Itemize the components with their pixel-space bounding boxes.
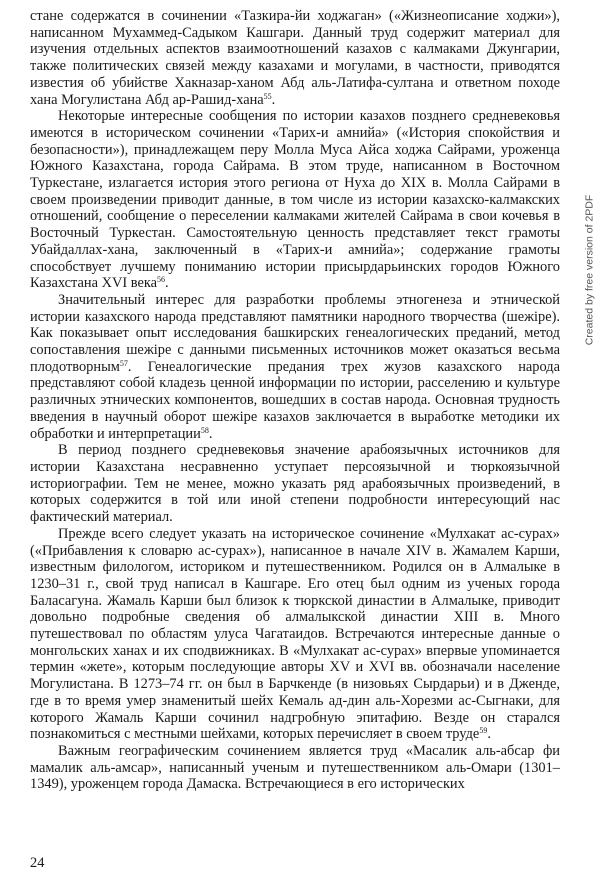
paragraph-3 bbox=[30, 292, 560, 442]
paragraph-text: стане содержатся в сочинении «Тазкира-йи ходжаган» («Жизнеописание ходжи»), написанном Мухаммед-Садыком Кашгари. Данный труд содержит материал для изучения отдельных аспектов взаимоотношений казахов с калмаками Джунгарии, также политических связей между казахами и могулами, в частности, приводятся известия об убийстве Хакназар-ханом Абд аль-Латифа-султана и ответном походе хана Могулистана Абд ар-Рашид-хана bbox=[30, 8, 560, 108]
paragraph-2 bbox=[30, 108, 560, 292]
paragraph-6 bbox=[30, 743, 560, 793]
footnote-ref: 57 bbox=[119, 358, 128, 368]
footnote-ref: 59 bbox=[479, 726, 488, 736]
paragraph-text: Некоторые интересные сообщения по истории казахов позднего средневековья имеются в историческом сочинении «Тарих-и амнийа» («История спокойствия и безопасности»), принадлежащем перу Молла Муса Айса ходжа Сайрами, уроженца Южного Казахстана, города Сайрама. В этом труде, написанном в Восточном Туркестане, излагается история этого региона от Нуха до XIX в. Молла Сайрами в своем произведении приводит данные, в том числе из истории казахско-калмакских отношений, сообщение о переселении калмаками жителей Сайрама в свои кочевья в Восточный Туркестан. Самостоятельную ценность представляет текст грамоты Убайдаллах-хана, заключенный в «Тарих-и амнийа»; содержание грамоты способствует лучшему пониманию истории присырдарьинских городов Южного Казахстана XVI века bbox=[30, 108, 560, 292]
paragraph-4 bbox=[30, 442, 560, 526]
footnote-ref: 55 bbox=[263, 91, 272, 101]
footnote-ref: 56 bbox=[157, 275, 166, 285]
footnote-ref: 58 bbox=[200, 425, 209, 435]
paragraph-1 bbox=[30, 8, 560, 108]
page-number: 24 bbox=[30, 855, 45, 871]
paragraph-tail: . bbox=[208, 425, 213, 442]
paragraph-tail: . Генеалогические предания трех жузов казахского народа представляют собой кладезь ценной информации по истории, расселению и культуре различных этнических компонентов, вошедших в состав народа. Основная трудность введения в научный оборот шежіре казахов заключается в выработке методики их обработки и интерпретации bbox=[30, 358, 560, 442]
watermark bbox=[578, 160, 600, 380]
page-body bbox=[30, 8, 560, 793]
paragraph-tail: . bbox=[487, 726, 491, 743]
watermark-text: Created by free version of 2PDF bbox=[583, 194, 596, 346]
paragraph-text: Прежде всего следует указать на историческое сочинение «Мулхакат ас-сурах» («Прибавления к словарю ас-сурах»), написанное в начале XIV в. Жамалем Карши, известным филологом, историком и путешественником. Родился он в Алмалыке в 1230–31 г., свой труд написал в Кашгаре. Его отец был одним из ученых города Баласагуна. Жамаль Карши был близок к тюркской династии в Алмалыке, приводит довольно подробные сведения об алмалыкской династии XIII в. Много путешествовал по областям улуса Чагатаидов. Встречаются интересные данные о монгольских ханах и их сподвижниках. В «Мулхакат ас-сурах» впервые упоминается термин «жете», которым последующие авторы XV и XVI вв. обозначали население Могулистана. В 1273–74 гг. он был в Барчкенде (в низовьях Сырдарьи) и в Дженде, где в то время умер знаменитый шейх Кемаль ад-дин аль-Хорезми ас-Сыгнаки, для которого Жамаль Карши сочинил надгробную эпитафию. Везде он старался познакомиться с местными шейхами, которых перечисляет в своем труде bbox=[30, 525, 560, 743]
paragraph-5 bbox=[30, 526, 560, 743]
paragraph-tail: . bbox=[165, 275, 169, 292]
paragraph-tail: . bbox=[271, 91, 276, 108]
paragraph-text: В период позднего средневековья значение арабоязычных источников для истории Казахстана несравненно уступает персоязычной и тюркоязычной историографии. Тем не менее, можно указать ряд арабоязычных произведений, в которых содержится в той или иной степени подробности интересующий нас фактический материал. bbox=[30, 442, 560, 526]
paragraph-text: Значительный интерес для разработки проблемы этногенеза и этнической истории казахского народа представляют памятники народного творчества (шежіре). Как показывает опыт исследования башкирских генеалогических преданий, метод сопоставления шежіре с данными письменных источников может оказаться весьма плодотворным bbox=[30, 291, 560, 375]
paragraph-text: Важным географическим сочинением является труд «Масалик аль-абсар фи мамалик аль-амсар», написанный ученым и путешественником аль-Омари (1301–1349), уроженцем города Дамаска. Встречающиеся в его исторических bbox=[30, 742, 560, 793]
